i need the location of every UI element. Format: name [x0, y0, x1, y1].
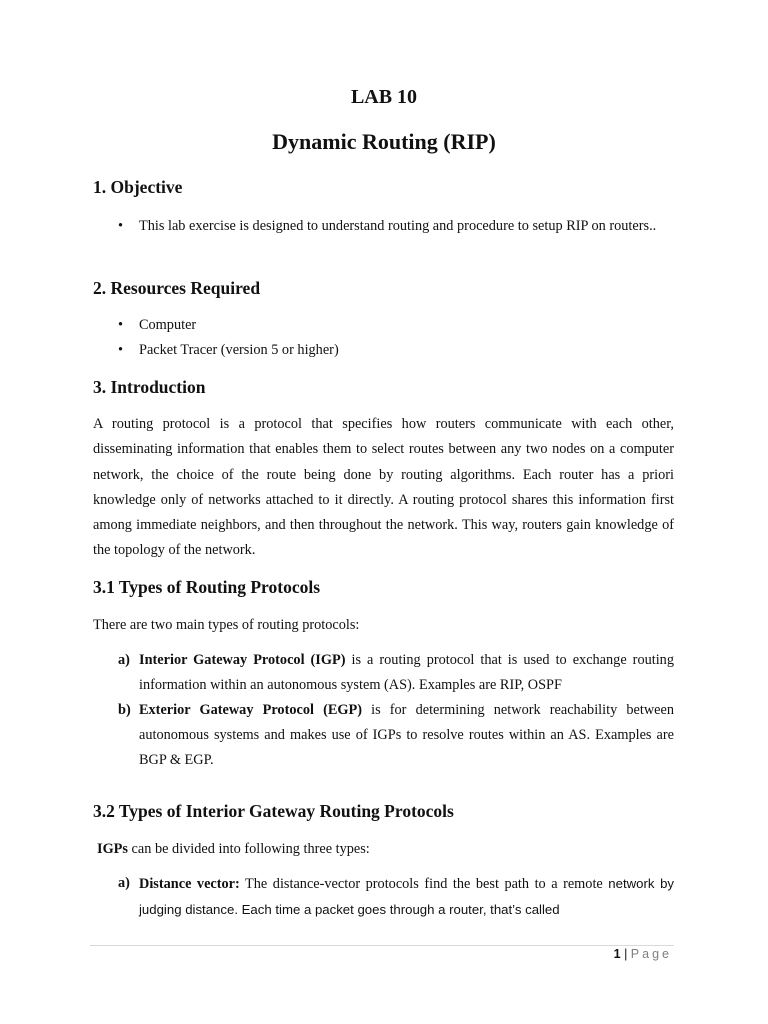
page-word: Page [630, 947, 672, 961]
list-item-text: The distance-vector protocols find the best path to a remote [239, 876, 609, 892]
igp-types-intro [97, 837, 678, 862]
list-marker: b) [118, 702, 131, 718]
footer-separator: | [624, 947, 628, 961]
list-item [118, 214, 674, 239]
bullet-icon: • [118, 317, 124, 333]
footer-divider [90, 945, 674, 946]
list-item-text: This lab exercise is designed to understand routing and procedure to setup RIP on routers.. [139, 218, 657, 234]
bullet-icon: • [118, 218, 124, 234]
list-item-text-continued: network by judging distance. Each time a packet goes through a router, that’s called [139, 876, 674, 917]
igp-intro-text: can be divided into following three types: [127, 841, 370, 857]
list-marker: a) [118, 875, 130, 891]
list-item-text: is for determining network reachability between autonomous systems and makes use of IGPs to resolve routes within an AS. Examples are BGP & EGP. [139, 702, 674, 768]
igp-types-list [118, 871, 674, 923]
list-item [118, 698, 674, 773]
routing-types-list [118, 648, 674, 773]
igp-term: IGPs [97, 841, 128, 857]
list-item-text: is a routing protocol that is used to exchange routing information within an autonomous system (AS). Examples are RIP, OSPF [139, 652, 674, 693]
introduction-paragraph: A routing protocol is a protocol that specifies how routers communicate with each other, disseminating information that enables them to select routes between any two nodes on a computer network, the choice of the route being done by routing algorithms. Each router has a priori knowledge only of networks attached to it directly. A routing protocol shares this information first among immediate neighbors, and then throughout the network. This way, routers gain knowledge of the topology of the network. [93, 416, 674, 559]
list-item [118, 871, 674, 923]
objective-heading: 1. Objective [93, 177, 183, 197]
list-item [118, 648, 674, 698]
list-item-term: Distance vector: [139, 876, 240, 892]
bullet-icon: • [118, 342, 124, 358]
page-number: 1 [613, 947, 621, 961]
document-title: Dynamic Routing (RIP) [272, 129, 496, 154]
list-item [118, 338, 674, 363]
resources-list [118, 313, 674, 363]
igp-types-heading: 3.2 Types of Interior Gateway Routing Protocols [93, 801, 454, 821]
list-item-text: Packet Tracer (version 5 or higher) [139, 342, 339, 358]
lab-title: LAB 10 [350, 86, 418, 108]
resources-heading: 2. Resources Required [93, 278, 261, 298]
routing-types-intro: There are two main types of routing protocols: [93, 617, 360, 633]
list-marker: a) [118, 652, 130, 668]
page-footer [0, 947, 672, 961]
list-item [118, 313, 674, 338]
objective-list [118, 214, 674, 239]
list-item-term: Exterior Gateway Protocol (EGP) [139, 702, 362, 718]
routing-types-heading: 3.1 Types of Routing Protocols [93, 577, 321, 597]
list-item-text: Computer [139, 317, 197, 333]
introduction-heading: 3. Introduction [93, 377, 206, 397]
list-item-term: Interior Gateway Protocol (IGP) [139, 652, 346, 668]
